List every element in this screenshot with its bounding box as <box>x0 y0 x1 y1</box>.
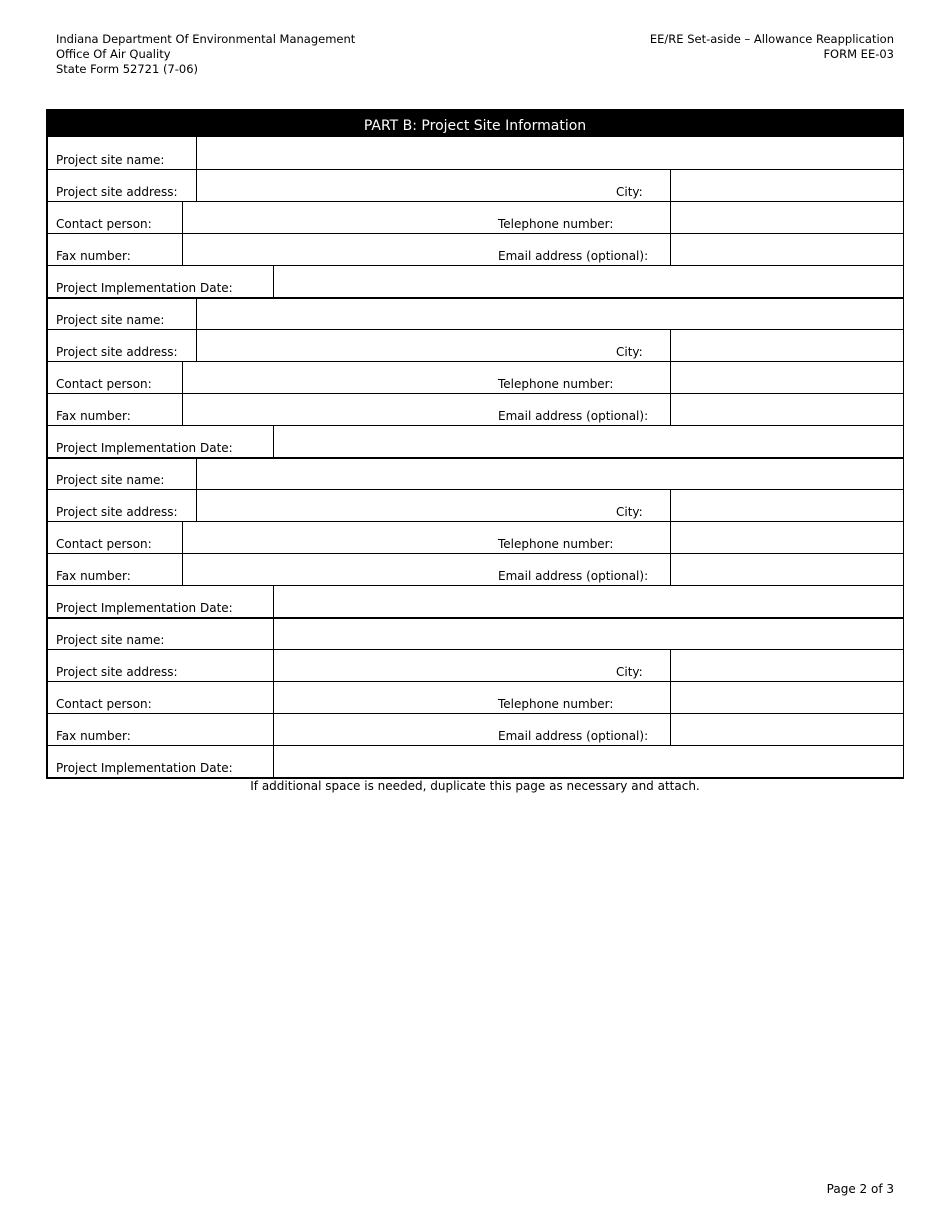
city-label: City: <box>616 665 643 679</box>
header-agency <box>56 32 355 77</box>
site-address-label: Project site address: <box>56 185 178 199</box>
contact-person-field-4[interactable] <box>273 682 491 713</box>
site-name-field-4[interactable] <box>273 619 903 649</box>
fax-row <box>48 553 902 585</box>
implementation-date-field-2[interactable] <box>273 426 903 457</box>
city-label: City: <box>616 345 643 359</box>
email-label: Email address (optional): <box>498 729 649 743</box>
contact-person-label: Contact person: <box>56 217 152 231</box>
fax-field-1[interactable] <box>182 234 491 265</box>
city-label: City: <box>616 185 643 199</box>
city-field-3[interactable] <box>670 490 903 521</box>
contact-row <box>48 201 902 233</box>
site-name-row <box>48 457 902 489</box>
site-address-field-4[interactable] <box>273 650 608 681</box>
email-label: Email address (optional): <box>498 409 649 423</box>
contact-row <box>48 361 902 393</box>
contact-person-field-1[interactable] <box>182 202 491 233</box>
fax-field-4[interactable] <box>273 714 491 745</box>
fax-row <box>48 233 902 265</box>
implementation-date-row <box>48 745 902 777</box>
implementation-date-row <box>48 265 902 297</box>
contact-person-label: Contact person: <box>56 377 152 391</box>
site-name-label: Project site name: <box>56 313 165 327</box>
email-field-1[interactable] <box>670 234 903 265</box>
telephone-label: Telephone number: <box>498 697 614 711</box>
site-name-label: Project site name: <box>56 153 165 167</box>
contact-person-field-2[interactable] <box>182 362 491 393</box>
email-field-2[interactable] <box>670 394 903 425</box>
site-address-field-1[interactable] <box>196 170 608 201</box>
fax-label: Fax number: <box>56 249 131 263</box>
implementation-date-row <box>48 425 902 457</box>
site-address-label: Project site address: <box>56 345 178 359</box>
section-title: PART B: Project Site Information <box>48 111 902 137</box>
fax-field-3[interactable] <box>182 554 491 585</box>
site-name-field-1[interactable] <box>196 137 903 169</box>
city-field-1[interactable] <box>670 170 903 201</box>
implementation-date-label: Project Implementation Date: <box>56 441 233 455</box>
fax-row <box>48 393 902 425</box>
city-field-4[interactable] <box>670 650 903 681</box>
email-field-3[interactable] <box>670 554 903 585</box>
project-site-form <box>46 109 904 779</box>
form-title: EE/RE Set-aside – Allowance Reapplication <box>649 32 894 46</box>
site-name-label: Project site name: <box>56 633 165 647</box>
site-address-row <box>48 649 902 681</box>
site-address-row <box>48 489 902 521</box>
telephone-field-4[interactable] <box>670 682 903 713</box>
site-address-label: Project site address: <box>56 505 178 519</box>
implementation-date-label: Project Implementation Date: <box>56 601 233 615</box>
fax-label: Fax number: <box>56 569 131 583</box>
contact-row <box>48 521 902 553</box>
email-label: Email address (optional): <box>498 249 649 263</box>
site-name-row <box>48 297 902 329</box>
telephone-label: Telephone number: <box>498 217 614 231</box>
email-label: Email address (optional): <box>498 569 649 583</box>
contact-person-field-3[interactable] <box>182 522 491 553</box>
telephone-field-1[interactable] <box>670 202 903 233</box>
site-name-row <box>48 137 902 169</box>
site-name-row <box>48 617 902 649</box>
header-form <box>650 32 894 62</box>
site-name-field-3[interactable] <box>196 459 903 489</box>
implementation-date-row <box>48 585 902 617</box>
contact-person-label: Contact person: <box>56 537 152 551</box>
contact-row <box>48 681 902 713</box>
telephone-label: Telephone number: <box>498 537 614 551</box>
telephone-field-2[interactable] <box>670 362 903 393</box>
email-field-4[interactable] <box>670 714 903 745</box>
fax-field-2[interactable] <box>182 394 491 425</box>
office-name: Office Of Air Quality <box>56 47 171 61</box>
fax-label: Fax number: <box>56 409 131 423</box>
form-code: FORM EE-03 <box>823 47 894 61</box>
contact-person-label: Contact person: <box>56 697 152 711</box>
site-address-label: Project site address: <box>56 665 178 679</box>
site-name-label: Project site name: <box>56 473 165 487</box>
site-address-field-3[interactable] <box>196 490 608 521</box>
agency-name: Indiana Department Of Environmental Management <box>56 32 356 46</box>
fax-label: Fax number: <box>56 729 131 743</box>
city-field-2[interactable] <box>670 330 903 361</box>
telephone-label: Telephone number: <box>498 377 614 391</box>
implementation-date-label: Project Implementation Date: <box>56 761 233 775</box>
site-address-field-2[interactable] <box>196 330 608 361</box>
site-address-row <box>48 169 902 201</box>
site-name-field-2[interactable] <box>196 299 903 329</box>
implementation-date-field-4[interactable] <box>273 746 903 777</box>
page-number: Page 2 of 3 <box>826 1182 894 1196</box>
site-address-row <box>48 329 902 361</box>
additional-space-note: If additional space is needed, duplicate this page as necessary and attach. <box>250 779 700 793</box>
state-form-number: State Form 52721 (7-06) <box>56 62 199 76</box>
implementation-date-label: Project Implementation Date: <box>56 281 233 295</box>
implementation-date-field-1[interactable] <box>273 266 903 297</box>
telephone-field-3[interactable] <box>670 522 903 553</box>
city-label: City: <box>616 505 643 519</box>
fax-row <box>48 713 902 745</box>
implementation-date-field-3[interactable] <box>273 586 903 617</box>
